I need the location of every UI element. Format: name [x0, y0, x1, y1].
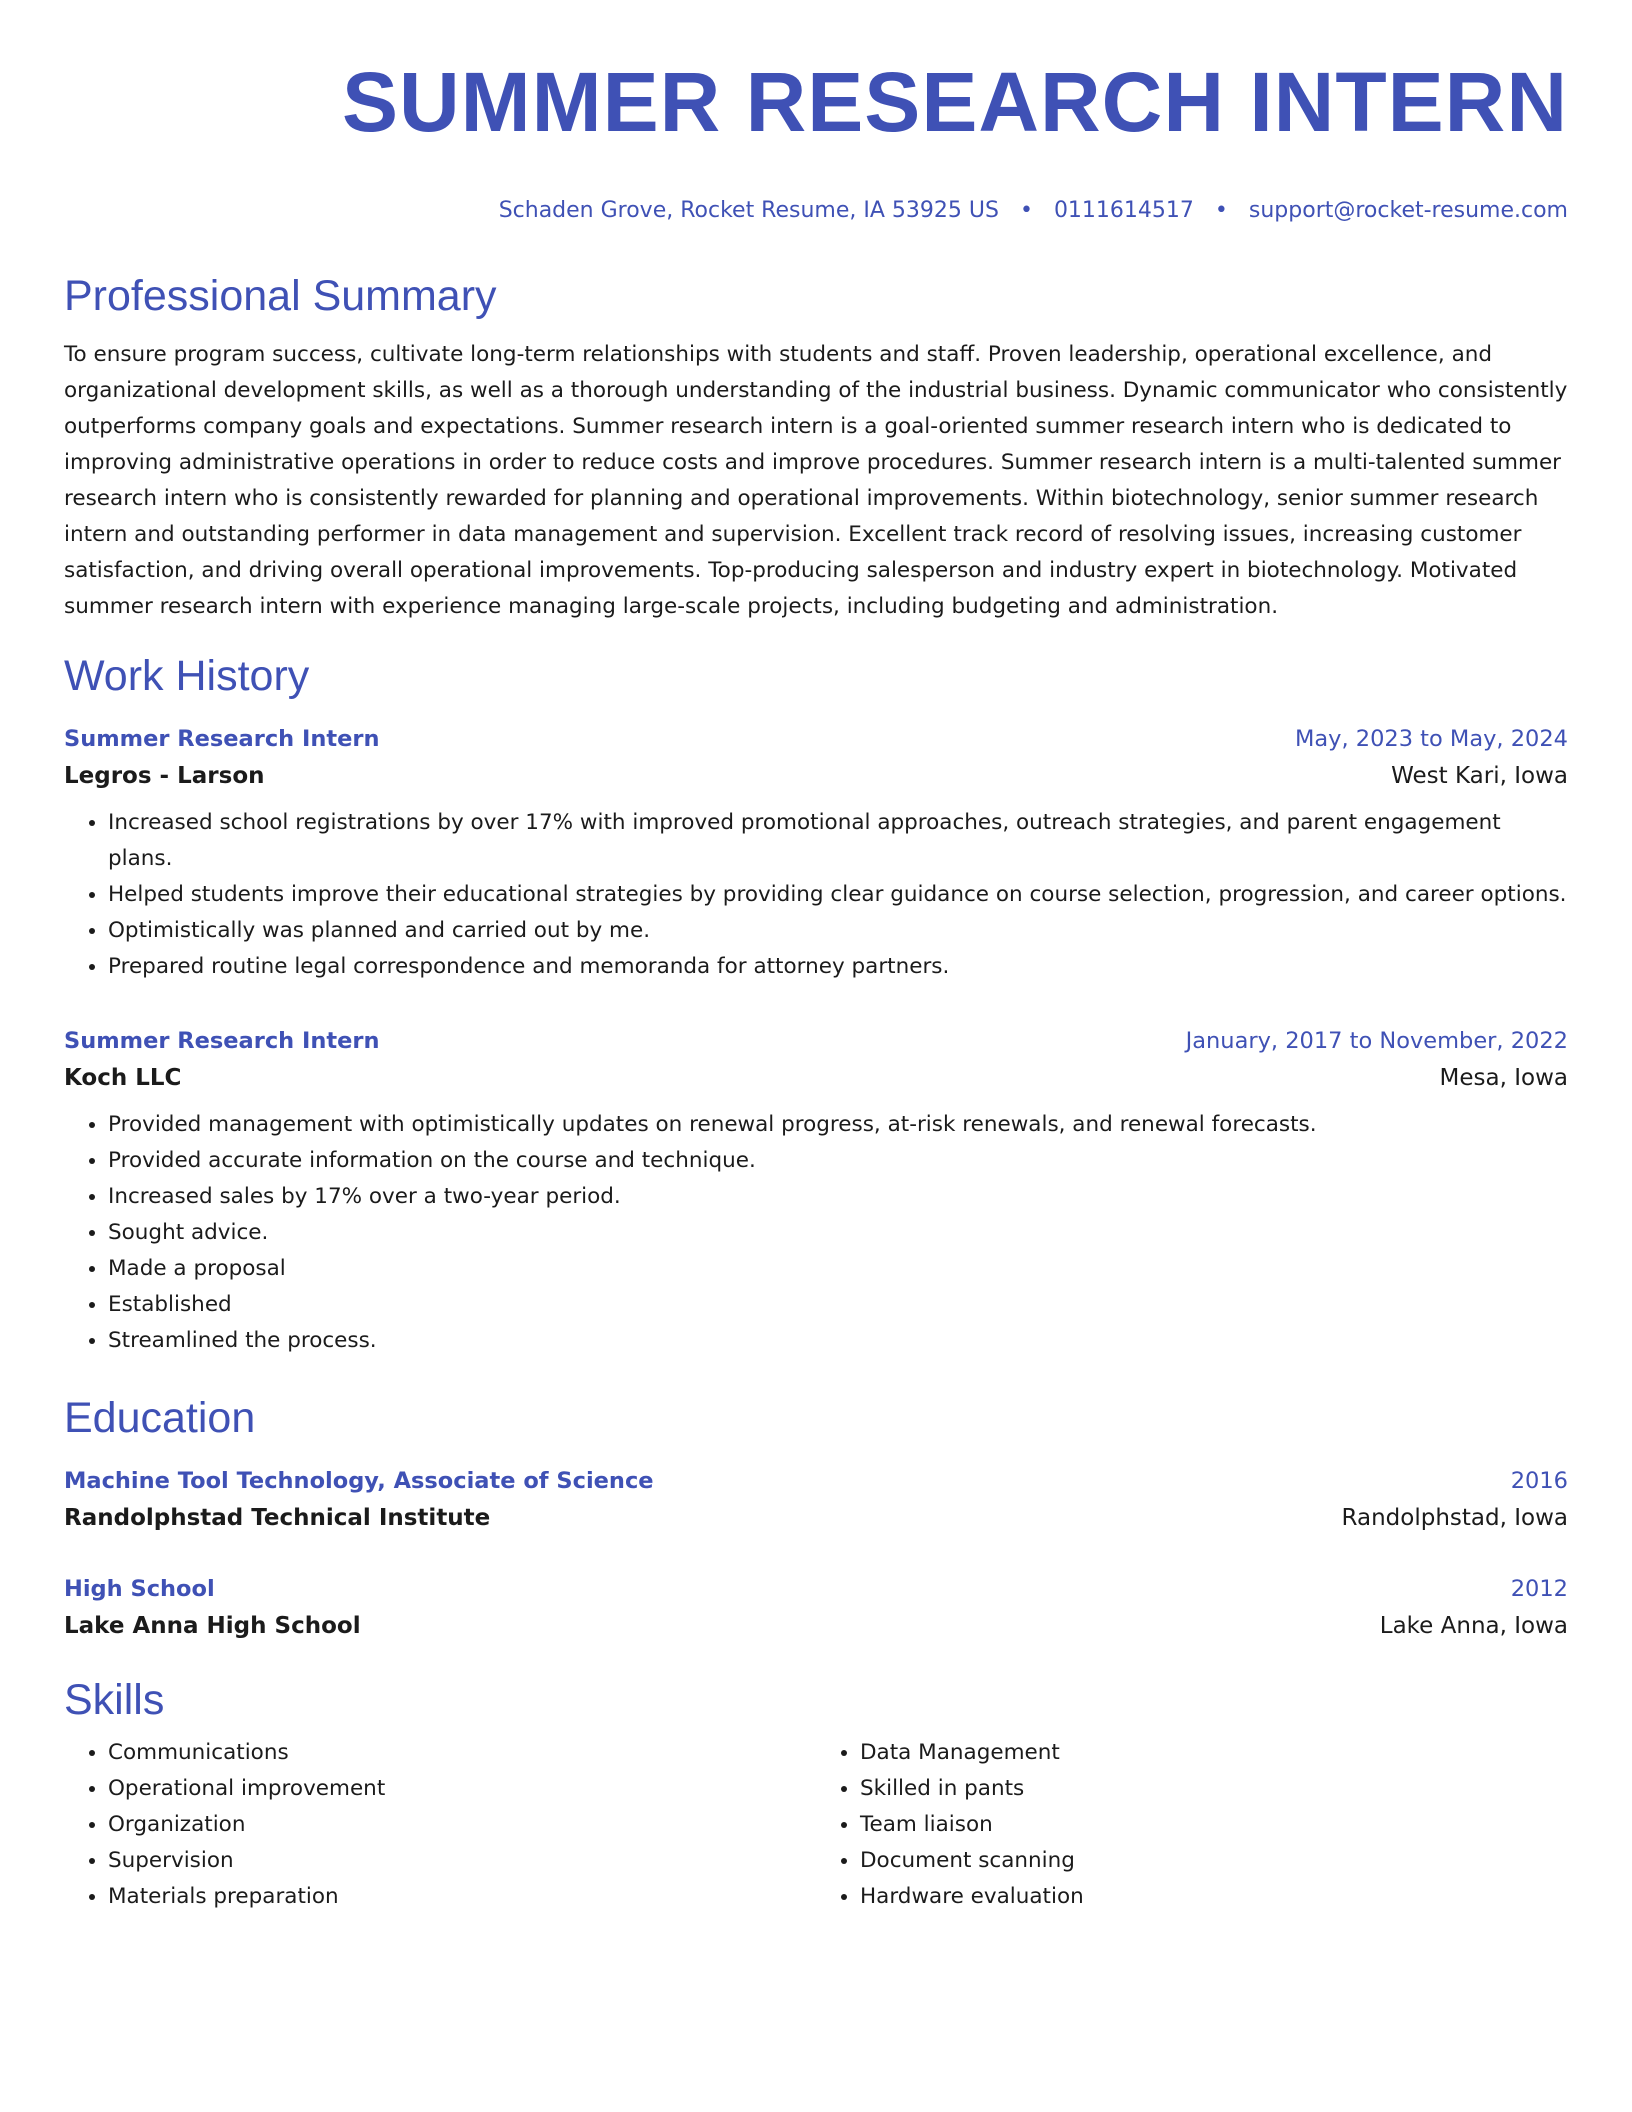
contact-separator: • — [1019, 198, 1033, 223]
education-entry — [64, 1463, 1568, 1537]
job-bullet: • Prepared routine legal correspondence and memoranda for attorney partners. — [108, 949, 1568, 985]
job-title: Summer Research Intern — [64, 726, 380, 752]
skills-section — [64, 1675, 1568, 1915]
education-location: Randolphstad, Iowa — [1341, 1505, 1568, 1531]
skills-column-left — [64, 1735, 816, 1915]
education-year: 2016 — [1510, 1468, 1568, 1494]
resume-name: SUMMER RESEARCH INTERN — [341, 55, 1568, 149]
skill-item: • Materials preparation — [108, 1879, 816, 1915]
job-bullet: • Increased school registrations by over 17% with improved promotional approaches, outreach strategies, and parent engagement plans. — [108, 805, 1568, 877]
job-bullet: • Increased sales by 17% over a two-year period. — [108, 1179, 1568, 1215]
skills-grid — [64, 1735, 1568, 1915]
contact-separator: • — [1214, 198, 1228, 223]
education-school: Lake Anna High School — [64, 1613, 361, 1639]
summary-heading: Professional Summary — [64, 272, 497, 320]
skills-column-right — [816, 1735, 1568, 1915]
job-dates: May, 2023 to May, 2024 — [1294, 726, 1568, 752]
work-history-heading: Work History — [64, 652, 310, 700]
education-entry — [64, 1571, 1568, 1645]
contact-line — [64, 196, 1568, 226]
skill-item: • Supervision — [108, 1843, 816, 1879]
job-bullet: • Provided management with optimistically updates on renewal progress, at-risk renewals, and renewal forecasts. — [108, 1107, 1568, 1143]
summary-section — [64, 271, 1568, 625]
skill-item: • Organization — [108, 1807, 816, 1843]
work-history-section — [64, 651, 1568, 1359]
education-degree: High School — [64, 1576, 215, 1602]
education-degree: Machine Tool Technology, Associate of Science — [64, 1468, 654, 1494]
job-bullet: • Established — [108, 1287, 1568, 1323]
job-location: Mesa, Iowa — [1439, 1065, 1568, 1091]
job-dates: January, 2017 to November, 2022 — [1185, 1028, 1568, 1054]
contact-phone: 0111614517 — [1053, 198, 1194, 223]
contact-email: support@rocket-resume.com — [1248, 198, 1568, 223]
skill-item: • Operational improvement — [108, 1771, 816, 1807]
summary-text: To ensure program success, cultivate long-term relationships with students and staff. Proven leadership, operational excellence, and organizational development skills, as well as a thorough understanding of the industrial business. Dynamic communicator who consistently outperforms company goals and expectations. Summer research intern is a goal-oriented summer research intern who is dedicated to improving administrative operations in order to reduce costs and improve procedures. Summer research intern is a multi-talented summer research intern who is consistently rewarded for planning and operational improvements. Within biotechnology, senior summer research intern and outstanding performer in data management and supervision. Excellent track record of resolving issues, increasing customer satisfaction, and driving overall operational improvements. Top-producing salesperson and industry expert in biotechnology. Motivated summer research intern with experience managing large-scale projects, including budgeting and administration. — [64, 342, 1568, 619]
education-school: Randolphstad Technical Institute — [64, 1505, 491, 1531]
skill-item: • Communications — [108, 1735, 816, 1771]
job-company: Legros - Larson — [64, 763, 265, 789]
job-entry — [64, 721, 1568, 985]
skill-item: • Data Management — [860, 1735, 1568, 1771]
job-bullet: • Provided accurate information on the course and technique. — [108, 1143, 1568, 1179]
job-bullets — [64, 805, 1568, 985]
job-bullet: • Optimistically was planned and carried out by me. — [108, 913, 1568, 949]
job-title: Summer Research Intern — [64, 1028, 380, 1054]
job-bullet: • Helped students improve their educational strategies by providing clear guidance on course selection, progression, and career options. — [108, 877, 1568, 913]
job-bullet: • Sought advice. — [108, 1215, 1568, 1251]
job-bullets — [64, 1107, 1568, 1359]
skill-item: • Skilled in pants — [860, 1771, 1568, 1807]
job-entry — [64, 1023, 1568, 1359]
contact-address: Schaden Grove, Rocket Resume, IA 53925 US — [498, 198, 999, 223]
skills-heading: Skills — [64, 1676, 165, 1724]
skill-item: • Hardware evaluation — [860, 1879, 1568, 1915]
skill-item: • Team liaison — [860, 1807, 1568, 1843]
job-bullet: • Made a proposal — [108, 1251, 1568, 1287]
education-year: 2012 — [1510, 1576, 1568, 1602]
education-location: Lake Anna, Iowa — [1379, 1613, 1568, 1639]
job-bullet: • Streamlined the process. — [108, 1323, 1568, 1359]
job-company: Koch LLC — [64, 1065, 182, 1091]
job-location: West Kari, Iowa — [1391, 763, 1568, 789]
education-section — [64, 1393, 1568, 1645]
skill-item: • Document scanning — [860, 1843, 1568, 1879]
education-heading: Education — [64, 1394, 256, 1442]
